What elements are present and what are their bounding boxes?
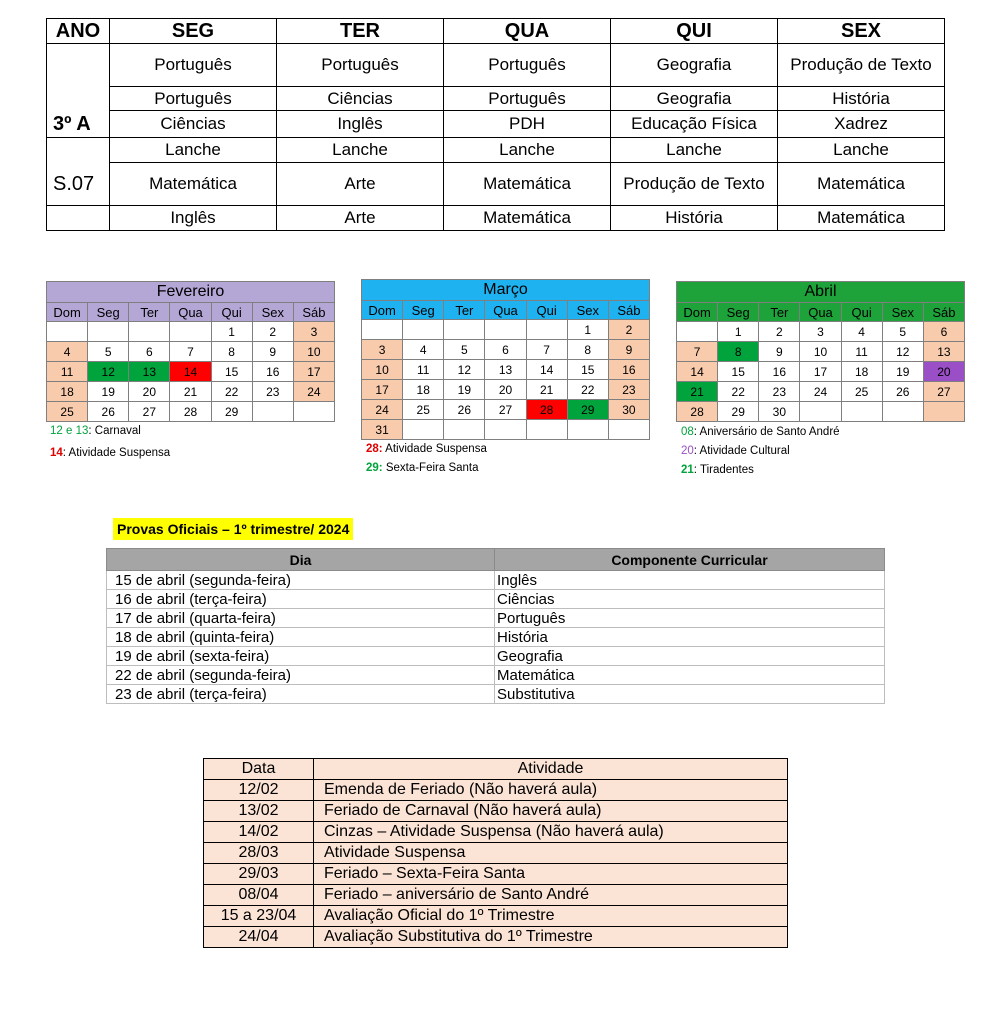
calendar-day-cell: 10 <box>293 342 334 362</box>
calendar-day-cell: 1 <box>567 320 608 340</box>
table-row <box>107 609 885 628</box>
day-name: Sáb <box>608 301 649 320</box>
exam-day: 16 de abril (terça-feira) <box>107 590 495 609</box>
timetable-cell: Xadrez <box>778 111 945 137</box>
day-name: Seg <box>403 301 444 320</box>
timetable-cell: Inglês <box>110 205 277 230</box>
calendar-day-cell: 30 <box>759 402 800 422</box>
day-name: Qua <box>800 303 841 322</box>
note-key: 14 <box>50 447 63 459</box>
exams-header-dia: Dia <box>107 549 495 571</box>
exam-subject: Ciências <box>495 590 885 609</box>
calendar-day-cell: 1 <box>211 322 252 342</box>
activity-description: Emenda de Feriado (Não haverá aula) <box>314 780 788 801</box>
table-row <box>107 628 885 647</box>
exams-header-componente: Componente Curricular <box>495 549 885 571</box>
table-row <box>204 906 788 927</box>
calendar-day-cell: 15 <box>211 362 252 382</box>
day-name: Dom <box>362 301 403 320</box>
activity-date: 14/02 <box>204 822 314 843</box>
calendar-day-cell: 21 <box>677 382 718 402</box>
calendar-day-cell: 8 <box>718 342 759 362</box>
calendar-day-cell <box>129 322 170 342</box>
exam-subject: Português <box>495 609 885 628</box>
timetable-row <box>47 44 945 87</box>
activity-description: Atividade Suspensa <box>314 843 788 864</box>
calendar-day-cell: 23 <box>759 382 800 402</box>
calendar-week-row <box>362 400 650 420</box>
calendar-week-row <box>362 320 650 340</box>
note-text: : Carnaval <box>88 425 141 437</box>
calendar-day-cell: 23 <box>252 382 293 402</box>
calendar-day-cell: 28 <box>526 400 567 420</box>
note-text: Atividade Suspensa <box>382 443 487 455</box>
calendar-day-cell: 11 <box>47 362 88 382</box>
timetable-cell: Matemática <box>444 162 611 205</box>
calendar-day-cell: 8 <box>567 340 608 360</box>
calendar-day-cell: 10 <box>362 360 403 380</box>
timetable-cell: Lanche <box>444 137 611 162</box>
calendar-note <box>366 462 479 474</box>
calendar-day-cell <box>403 320 444 340</box>
timetable-row <box>47 162 945 205</box>
calendar-day-cell: 26 <box>882 382 923 402</box>
ano-cell <box>47 137 110 162</box>
calendar-day-cell: 27 <box>129 402 170 422</box>
calendar-day-cell: 7 <box>677 342 718 362</box>
day-name: Sex <box>882 303 923 322</box>
calendar-day-cell: 24 <box>362 400 403 420</box>
exam-day: 15 de abril (segunda-feira) <box>107 571 495 590</box>
calendar-day-cell: 18 <box>47 382 88 402</box>
calendar-day-cell: 24 <box>293 382 334 402</box>
day-name: Seg <box>88 303 129 322</box>
exams-table <box>106 548 885 704</box>
day-names-row <box>47 303 335 322</box>
calendar-day-cell: 6 <box>923 322 964 342</box>
calendar-day-cell: 25 <box>47 402 88 422</box>
activities-header-atividade: Atividade <box>314 759 788 780</box>
calendar-week-row <box>677 402 965 422</box>
calendar-week-row <box>47 402 335 422</box>
calendar-day-cell: 23 <box>608 380 649 400</box>
calendar-day-cell: 19 <box>444 380 485 400</box>
activity-description: Avaliação Substitutiva do 1º Trimestre <box>314 927 788 948</box>
calendar-day-cell: 29 <box>211 402 252 422</box>
calendar-day-cell: 27 <box>485 400 526 420</box>
calendar-day-cell: 5 <box>882 322 923 342</box>
calendar-week-row <box>362 340 650 360</box>
calendar-week-row <box>47 322 335 342</box>
calendar-day-cell: 17 <box>362 380 403 400</box>
exam-day: 18 de abril (quinta-feira) <box>107 628 495 647</box>
exam-subject: Inglês <box>495 571 885 590</box>
exam-subject: Matemática <box>495 666 885 685</box>
table-row <box>107 571 885 590</box>
calendar-note <box>681 464 754 476</box>
calendar-day-cell <box>444 420 485 440</box>
calendar-day-cell: 6 <box>485 340 526 360</box>
note-text: : Tiradentes <box>693 464 754 476</box>
calendar-day-cell: 6 <box>129 342 170 362</box>
calendar-day-cell: 11 <box>403 360 444 380</box>
timetable-cell: Matemática <box>110 162 277 205</box>
table-row <box>107 685 885 704</box>
note-key: 08 <box>681 426 694 438</box>
calendar-day-cell <box>677 322 718 342</box>
calendar-week-row <box>47 382 335 402</box>
exams-title: Provas Oficiais – 1º trimestre/ 2024 <box>113 518 353 540</box>
calendar-day-cell: 13 <box>129 362 170 382</box>
day-name: Sex <box>252 303 293 322</box>
calendar-day-cell: 21 <box>170 382 211 402</box>
exam-day: 17 de abril (quarta-feira) <box>107 609 495 628</box>
calendar-day-cell: 2 <box>759 322 800 342</box>
day-name: Ter <box>759 303 800 322</box>
calendar-day-cell: 9 <box>608 340 649 360</box>
calendar-week-row <box>47 342 335 362</box>
calendar-day-cell: 17 <box>293 362 334 382</box>
exam-subject: Substitutiva <box>495 685 885 704</box>
calendar-week-row <box>677 362 965 382</box>
calendar-day-cell <box>293 402 334 422</box>
room-label: S.07 <box>47 162 110 205</box>
calendar-day-cell: 17 <box>800 362 841 382</box>
header-ano: ANO <box>47 19 110 44</box>
activity-description: Avaliação Oficial do 1º Trimestre <box>314 906 788 927</box>
calendar-day-cell: 5 <box>444 340 485 360</box>
calendar-day-cell: 7 <box>170 342 211 362</box>
exam-day: 19 de abril (sexta-feira) <box>107 647 495 666</box>
ano-cell <box>47 44 110 87</box>
calendar-day-cell: 26 <box>88 402 129 422</box>
note-text: : Atividade Cultural <box>693 445 790 457</box>
calendar-note <box>681 426 840 438</box>
calendar-day-cell: 4 <box>841 322 882 342</box>
calendar-day-cell: 31 <box>362 420 403 440</box>
calendar-marco <box>361 279 650 440</box>
calendar-day-cell: 3 <box>800 322 841 342</box>
header-qua: QUA <box>444 19 611 44</box>
calendar-day-cell: 30 <box>608 400 649 420</box>
day-name: Dom <box>47 303 88 322</box>
timetable-cell: Português <box>110 86 277 110</box>
activity-date: 12/02 <box>204 780 314 801</box>
timetable-cell: Geografia <box>611 86 778 110</box>
timetable-cell: Arte <box>277 205 444 230</box>
note-text: : Atividade Suspensa <box>62 447 171 459</box>
calendar-day-cell <box>170 322 211 342</box>
calendar-day-cell: 9 <box>759 342 800 362</box>
calendar-day-cell: 18 <box>841 362 882 382</box>
calendar-day-cell: 25 <box>403 400 444 420</box>
calendar-day-cell: 20 <box>485 380 526 400</box>
timetable-cell: Português <box>110 44 277 87</box>
timetable-cell: PDH <box>444 111 611 137</box>
timetable-cell: Matemática <box>778 162 945 205</box>
timetable-cell: Inglês <box>277 111 444 137</box>
calendar-day-cell <box>608 420 649 440</box>
calendar-day-cell: 22 <box>567 380 608 400</box>
calendar-day-cell <box>567 420 608 440</box>
timetable-cell: Português <box>444 44 611 87</box>
calendar-day-cell <box>444 320 485 340</box>
timetable-cell: Ciências <box>277 86 444 110</box>
header-seg: SEG <box>110 19 277 44</box>
calendar-day-cell: 12 <box>882 342 923 362</box>
timetable-row <box>47 86 945 110</box>
activity-description: Feriado – aniversário de Santo André <box>314 885 788 906</box>
timetable-cell: Lanche <box>110 137 277 162</box>
calendar-day-cell: 20 <box>923 362 964 382</box>
calendar-week-row <box>677 322 965 342</box>
timetable-row <box>47 111 945 137</box>
ano-cell <box>47 86 110 110</box>
calendar-day-cell <box>526 420 567 440</box>
calendar-day-cell: 3 <box>362 340 403 360</box>
activity-date: 29/03 <box>204 864 314 885</box>
calendar-note <box>50 425 141 437</box>
calendar-day-cell: 7 <box>526 340 567 360</box>
table-row <box>107 590 885 609</box>
calendar-day-cell: 27 <box>923 382 964 402</box>
calendar-day-cell: 16 <box>252 362 293 382</box>
activities-header-data: Data <box>204 759 314 780</box>
calendar-day-cell <box>88 322 129 342</box>
calendar-title: Fevereiro <box>47 282 335 303</box>
exam-day: 23 de abril (terça-feira) <box>107 685 495 704</box>
calendar-day-cell: 2 <box>252 322 293 342</box>
day-names-row <box>677 303 965 322</box>
calendar-note <box>681 445 790 457</box>
day-names-row <box>362 301 650 320</box>
note-key: 21 <box>681 464 694 476</box>
calendar-day-cell <box>800 402 841 422</box>
table-row <box>204 801 788 822</box>
calendar-title: Março <box>362 280 650 301</box>
note-key: 28: <box>366 443 383 455</box>
calendar-day-cell: 24 <box>800 382 841 402</box>
timetable-cell: Ciências <box>110 111 277 137</box>
header-qui: QUI <box>611 19 778 44</box>
calendar-day-cell: 12 <box>444 360 485 380</box>
timetable-cell: Produção de Texto <box>778 44 945 87</box>
calendar-day-cell: 16 <box>608 360 649 380</box>
calendar-day-cell: 8 <box>211 342 252 362</box>
activity-date: 15 a 23/04 <box>204 906 314 927</box>
calendar-note <box>50 447 170 459</box>
calendar-day-cell: 5 <box>88 342 129 362</box>
timetable-cell: História <box>778 86 945 110</box>
timetable-cell: Educação Física <box>611 111 778 137</box>
calendar-week-row <box>677 342 965 362</box>
note-key: 20 <box>681 445 694 457</box>
day-name: Sáb <box>923 303 964 322</box>
header-ter: TER <box>277 19 444 44</box>
calendar-day-cell: 25 <box>841 382 882 402</box>
calendar-day-cell <box>841 402 882 422</box>
calendar-week-row <box>362 360 650 380</box>
day-name: Qui <box>211 303 252 322</box>
day-name: Qua <box>485 301 526 320</box>
table-row <box>204 843 788 864</box>
calendar-day-cell: 26 <box>444 400 485 420</box>
note-text: : Aniversário de Santo André <box>693 426 840 438</box>
calendar-day-cell: 4 <box>403 340 444 360</box>
calendar-day-cell: 1 <box>718 322 759 342</box>
activities-table <box>203 758 788 948</box>
calendar-day-cell: 2 <box>608 320 649 340</box>
calendar-day-cell <box>403 420 444 440</box>
calendar-day-cell <box>47 322 88 342</box>
activity-description: Feriado – Sexta-Feira Santa <box>314 864 788 885</box>
header-sex: SEX <box>778 19 945 44</box>
calendar-day-cell: 22 <box>211 382 252 402</box>
calendar-fevereiro <box>46 281 335 422</box>
table-row <box>204 822 788 843</box>
day-name: Qua <box>170 303 211 322</box>
timetable-cell: Português <box>444 86 611 110</box>
timetable-cell: Lanche <box>611 137 778 162</box>
day-name: Qui <box>526 301 567 320</box>
timetable-cell: Lanche <box>277 137 444 162</box>
class-label: 3º A <box>47 111 110 137</box>
calendar-day-cell: 28 <box>170 402 211 422</box>
calendar-abril <box>676 281 965 422</box>
activity-date: 28/03 <box>204 843 314 864</box>
calendar-day-cell: 10 <box>800 342 841 362</box>
day-name: Sáb <box>293 303 334 322</box>
calendar-day-cell: 20 <box>129 382 170 402</box>
timetable-cell: Português <box>277 44 444 87</box>
activity-date: 08/04 <box>204 885 314 906</box>
calendar-day-cell: 4 <box>47 342 88 362</box>
table-row <box>107 666 885 685</box>
calendar-day-cell <box>252 402 293 422</box>
timetable-cell: História <box>611 205 778 230</box>
calendar-week-row <box>362 380 650 400</box>
calendar-day-cell: 19 <box>882 362 923 382</box>
table-row <box>204 780 788 801</box>
calendar-day-cell: 29 <box>567 400 608 420</box>
day-name: Ter <box>444 301 485 320</box>
calendar-day-cell <box>362 320 403 340</box>
calendar-day-cell: 29 <box>718 402 759 422</box>
activity-description: Cinzas – Atividade Suspensa (Não haverá aula) <box>314 822 788 843</box>
calendar-day-cell: 28 <box>677 402 718 422</box>
calendar-day-cell: 15 <box>718 362 759 382</box>
calendar-week-row <box>47 362 335 382</box>
table-row <box>204 885 788 906</box>
calendar-day-cell: 3 <box>293 322 334 342</box>
calendar-day-cell <box>485 420 526 440</box>
table-row <box>107 647 885 666</box>
exam-subject: História <box>495 628 885 647</box>
calendar-day-cell: 21 <box>526 380 567 400</box>
calendar-day-cell: 18 <box>403 380 444 400</box>
activity-date: 13/02 <box>204 801 314 822</box>
calendar-note <box>366 443 487 455</box>
ano-cell <box>47 205 110 230</box>
calendar-day-cell: 16 <box>759 362 800 382</box>
activity-date: 24/04 <box>204 927 314 948</box>
calendar-title: Abril <box>677 282 965 303</box>
calendar-day-cell: 22 <box>718 382 759 402</box>
calendar-day-cell <box>485 320 526 340</box>
calendar-day-cell: 13 <box>923 342 964 362</box>
timetable-cell: Matemática <box>778 205 945 230</box>
calendar-day-cell: 14 <box>677 362 718 382</box>
note-key: 29: <box>366 462 383 474</box>
calendar-week-row <box>677 382 965 402</box>
day-name: Seg <box>718 303 759 322</box>
timetable-cell: Lanche <box>778 137 945 162</box>
calendar-day-cell <box>923 402 964 422</box>
calendar-day-cell: 11 <box>841 342 882 362</box>
timetable-row <box>47 205 945 230</box>
calendar-day-cell: 13 <box>485 360 526 380</box>
calendar-day-cell <box>526 320 567 340</box>
calendar-week-row <box>362 420 650 440</box>
day-name: Ter <box>129 303 170 322</box>
exam-subject: Geografia <box>495 647 885 666</box>
table-row <box>204 864 788 885</box>
timetable-row <box>47 137 945 162</box>
calendar-day-cell <box>882 402 923 422</box>
calendar-day-cell: 12 <box>88 362 129 382</box>
timetable-cell: Arte <box>277 162 444 205</box>
calendar-day-cell: 19 <box>88 382 129 402</box>
note-key: 12 e 13 <box>50 425 89 437</box>
activity-description: Feriado de Carnaval (Não haverá aula) <box>314 801 788 822</box>
exam-day: 22 de abril (segunda-feira) <box>107 666 495 685</box>
timetable-cell: Matemática <box>444 205 611 230</box>
day-name: Dom <box>677 303 718 322</box>
calendar-day-cell: 14 <box>526 360 567 380</box>
calendar-day-cell: 15 <box>567 360 608 380</box>
timetable-cell: Geografia <box>611 44 778 87</box>
day-name: Qui <box>841 303 882 322</box>
timetable-cell: Produção de Texto <box>611 162 778 205</box>
class-timetable <box>46 18 945 231</box>
table-row <box>204 927 788 948</box>
day-name: Sex <box>567 301 608 320</box>
calendar-day-cell: 9 <box>252 342 293 362</box>
note-text: Sexta-Feira Santa <box>382 462 479 474</box>
timetable-header-row <box>47 19 945 44</box>
calendar-day-cell: 14 <box>170 362 211 382</box>
